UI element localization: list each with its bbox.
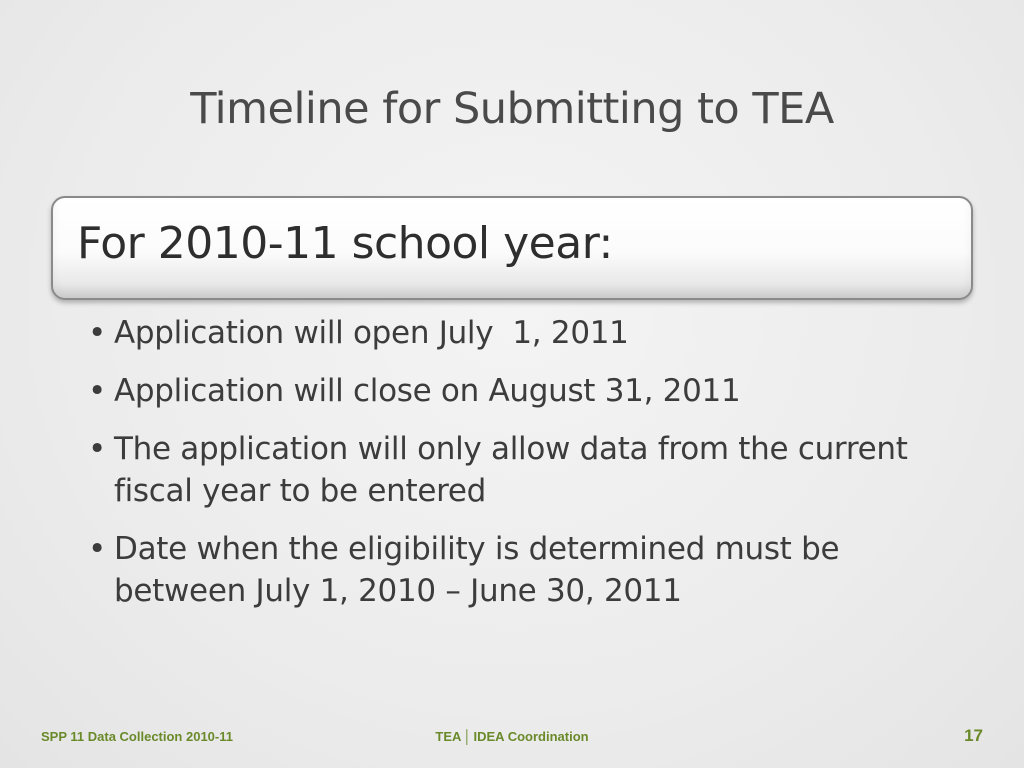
page-number: 17 [964,726,983,745]
bullet-icon: • [88,531,106,567]
bullet-icon: • [88,431,106,467]
footer-left-text: SPP 11 Data Collection 2010-11 [41,729,233,744]
footer-org: TEA [435,729,462,744]
footer-separator: │ [463,729,472,744]
bullet-icon: • [88,373,106,409]
bullet-text: Date when the eligibility is determined must be between July 1, 2010 – June 30, 2011 [114,531,840,609]
bullet-text: Application will close on August 31, 2011 [114,373,741,409]
footer-department: IDEA Coordination [473,729,589,744]
bullet-icon: • [88,315,106,351]
bullet-text: The application will only allow data from the current fiscal year to be entered [114,431,908,509]
section-header-text: For 2010-11 school year: [77,218,613,269]
section-header-box [51,196,973,300]
bullet-item [86,428,956,512]
footer-center-text [0,729,1024,744]
bullet-item [86,370,956,412]
bullet-item [86,528,956,612]
bullet-text: Application will open July 1, 2011 [114,315,629,351]
slide-title: Timeline for Submitting to TEA [190,84,834,134]
bullet-list [86,312,956,628]
bullet-item [86,312,956,354]
